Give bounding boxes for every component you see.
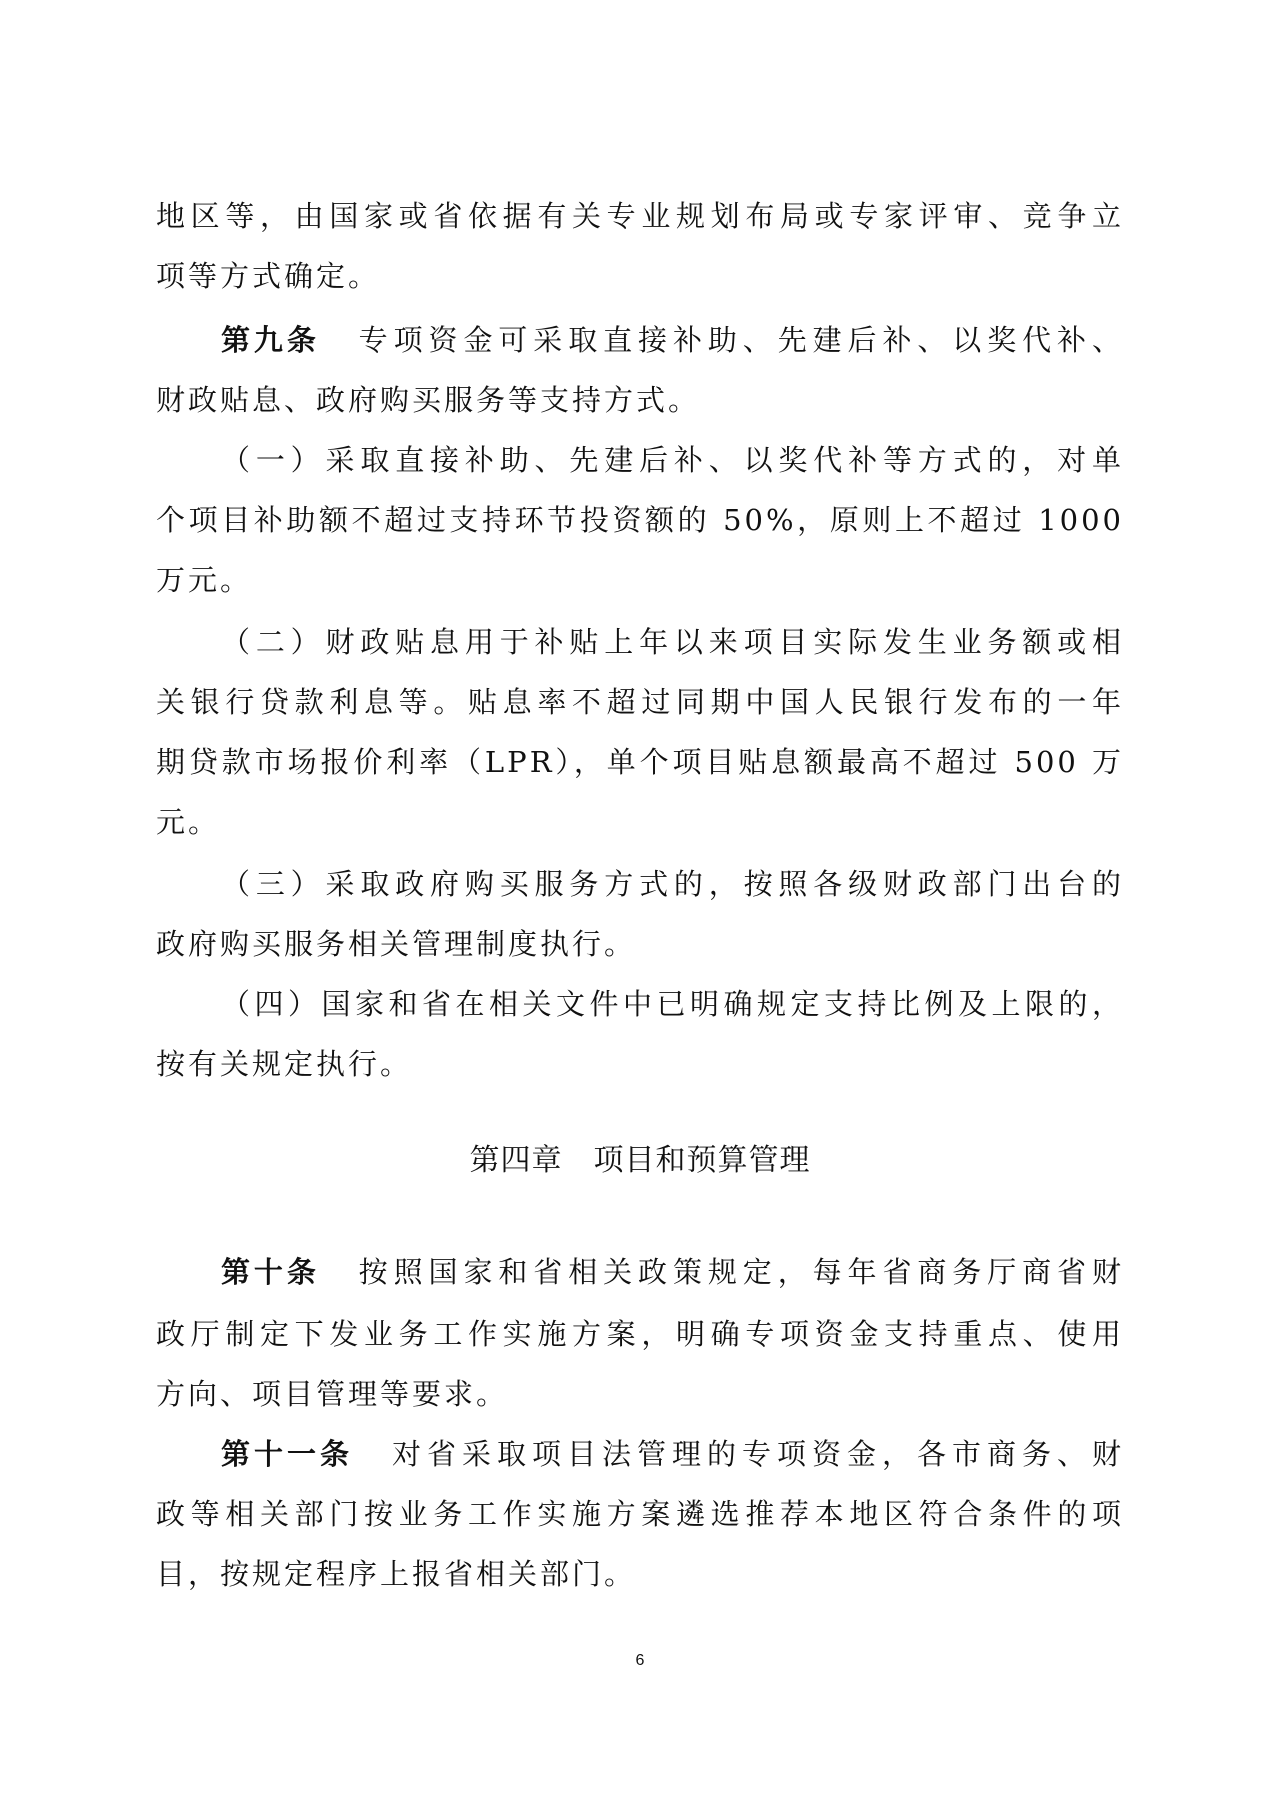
article-9-paragraph-start <box>221 320 1124 360</box>
article-11-text: 对省采取项目法管理的专项资金，各市商务、财 <box>389 1437 1124 1471</box>
body-line: 期贷款市场报价利率（LPR），单个项目贴息额最高不超过 500 万 <box>156 745 1124 779</box>
body-line: 项等方式确定。 <box>156 259 381 293</box>
body-line: 政等相关部门按业务工作实施方案遴选推荐本地区符合条件的项 <box>156 1497 1124 1531</box>
article-11-label: 第十一条 <box>221 1437 353 1471</box>
body-line: （二）财政贴息用于补贴上年以来项目实际发生业务额或相 <box>221 625 1124 659</box>
body-line: 按有关规定执行。 <box>156 1047 413 1081</box>
body-line: 目，按规定程序上报省相关部门。 <box>156 1557 637 1591</box>
body-line: 关银行贷款利息等。贴息率不超过同期中国人民银行发布的一年 <box>156 685 1124 719</box>
article-11-paragraph-start <box>221 1434 1124 1474</box>
page-number: 6 <box>635 1652 645 1669</box>
body-line: 个项目补助额不超过支持环节投资额的 50%，原则上不超过 1000 <box>156 503 1124 537</box>
body-line: 万元。 <box>156 563 253 597</box>
article-9-text: 专项资金可采取直接补助、先建后补、以奖代补、 <box>355 323 1124 357</box>
chapter-title: 第四章 项目和预算管理 <box>469 1143 811 1178</box>
body-line: 元。 <box>156 805 221 839</box>
body-line: 政厅制定下发业务工作实施方案，明确专项资金支持重点、使用 <box>156 1317 1124 1351</box>
body-line: （四）国家和省在相关文件中已明确规定支持比例及上限的， <box>221 987 1124 1021</box>
article-9-label: 第九条 <box>221 323 320 357</box>
body-line: 方向、项目管理等要求。 <box>156 1377 509 1411</box>
body-line: 政府购买服务相关管理制度执行。 <box>156 927 637 961</box>
article-10-text: 按照国家和省相关政策规定，每年省商务厅商省财 <box>355 1255 1124 1289</box>
body-line: （三）采取政府购买服务方式的，按照各级财政部门出台的 <box>221 867 1124 901</box>
article-10-label: 第十条 <box>221 1255 320 1289</box>
body-line: （一）采取直接补助、先建后补、以奖代补等方式的，对单 <box>221 443 1124 477</box>
body-line: 财政贴息、政府购买服务等支持方式。 <box>156 383 701 417</box>
body-line: 地区等，由国家或省依据有关专业规划布局或专家评审、竞争立 <box>156 199 1124 233</box>
article-10-paragraph-start <box>221 1252 1124 1292</box>
